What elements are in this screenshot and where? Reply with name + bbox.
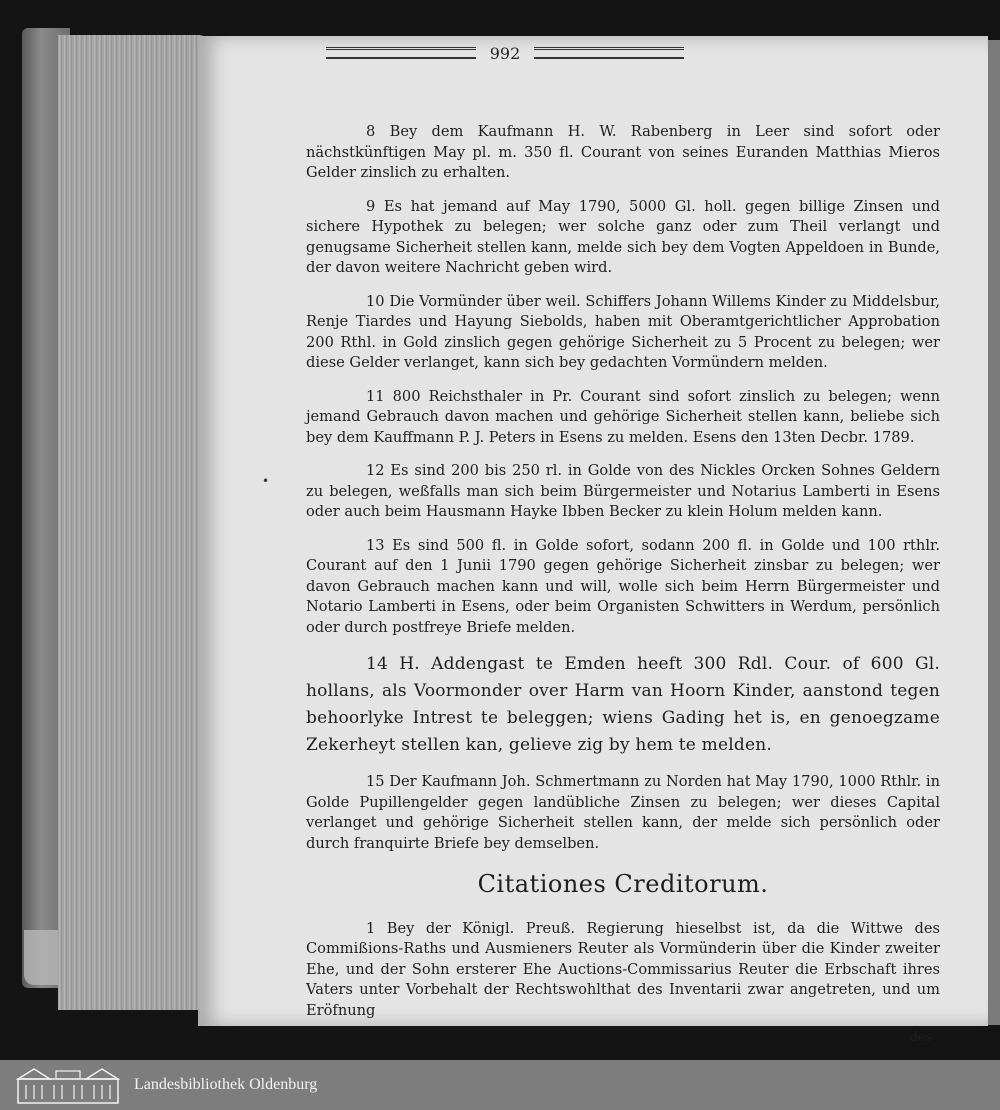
header-rule-right xyxy=(534,47,684,59)
header-rule-left xyxy=(326,47,476,59)
entry-14: 14 H. Addengast te Emden heeft 300 Rdl. Cour. of 600 Gl. hollans, als Voormonder over Harm van Hoorn Kinder, aanstond tegen behoorlyke Intrest te beleggen; wiens Gading het is, en genoegzame Zekerheyt stellen kan, gelieve zig by hem te melden. xyxy=(306,654,940,755)
entry-11: 11 800 Reichsthaler in Pr. Courant sind sofort zinslich zu belegen; wenn jemand Gebrauch davon machen und gehörige Sicherheit stellen kann, beliebe sich bey dem Kauffmann P. J. Peters in Esens zu melden. Esens den 13ten Decbr. 1789. xyxy=(306,387,940,446)
margin-mark: • xyxy=(262,474,270,488)
page-body xyxy=(306,122,940,1049)
entry-8: 8 Bey dem Kaufmann H. W. Rabenberg in Leer sind sofort oder nächstkünftigen May pl. m. 350 fl. Courant von seines Euranden Matthias Mieros Gelder zinslich zu erhalten. xyxy=(306,123,940,181)
entry-9: 9 Es hat jemand auf May 1790, 5000 Gl. holl. gegen billige Zinsen und sichere Hypothek zu belegen; wer solche ganz oder zum Theil verlangt und genugsame Sicherheit stellen kann, melde sich bey dem Vogten Appeldoen in Bunde, der davon weitere Nachricht geben wird. xyxy=(306,197,940,276)
right-page-edge xyxy=(988,40,1000,1025)
page-edges xyxy=(58,35,202,1010)
entry-10: 10 Die Vormünder über weil. Schiffers Johann Willems Kinder zu Middelsbur, Renje Tiardes und Hayung Siebolds, haben mit Oberamtgerichtlicher Approbation 200 Rthl. in Gold zinslich gegen gehörige Sicherheit zu 5 Procent zu belegen; wer diese Gelder verlanget, kann sich bey gedachten Vormündern melden. xyxy=(306,292,940,371)
library-building-icon xyxy=(16,1065,120,1105)
catchword: des xyxy=(909,1030,932,1045)
page-header xyxy=(255,40,755,66)
entry-15: 15 Der Kaufmann Joh. Schmertmann zu Norden hat May 1790, 1000 Rthlr. in Golde Pupillengelder gegen landübliche Zinsen zu belegen; wer dieses Capital verlanget und gehörige Sicherheit stellen kann, der melde sich persönlich oder durch franquirte Briefe bey demselben. xyxy=(306,773,940,852)
section-title: Citationes Creditorum. xyxy=(477,870,769,898)
citation-entry-1: 1 Bey der Königl. Preuß. Regierung hieselbst ist, da die Wittwe des Commißions-Raths und Ausmieners Reuter als Vormünderin über die Kinder zweiter Ehe, und der Sohn ersterer Ehe Auctions-Commissarius Reuter die Erbschaft ihres Vaters unter Vorbehalt der Rechtswohlthat des Inventarii zwar angetreten, und um Eröfnung xyxy=(306,919,940,1019)
entry-12: 12 Es sind 200 bis 250 rl. in Golde von des Nickles Orcken Sohnes Geldern zu belegen, weßfalls man sich beim Bürgermeister und Notarius Lamberti in Esens oder auch beim Hausmann Hayke Ibben Becker zu klein Holum melden kann. xyxy=(306,462,940,520)
entry-13: 13 Es sind 500 fl. in Golde sofort, sodann 200 fl. in Golde und 100 rthlr. Courant auf den 1 Junii 1790 gegen gehörige Sicherheit zinsbar zu belegen; wer davon Gebrauch machen kann und will, wolle sich beim Herrn Bürgermeister und Notario Lamberti in Esens, oder beim Organisten Schwitters in Werdum, persönlich oder durch postfreye Briefe melden. xyxy=(306,536,940,636)
library-footer xyxy=(0,1060,1000,1110)
page-number: 992 xyxy=(489,43,521,63)
library-name: Landesbibliothek Oldenburg xyxy=(134,1076,318,1093)
